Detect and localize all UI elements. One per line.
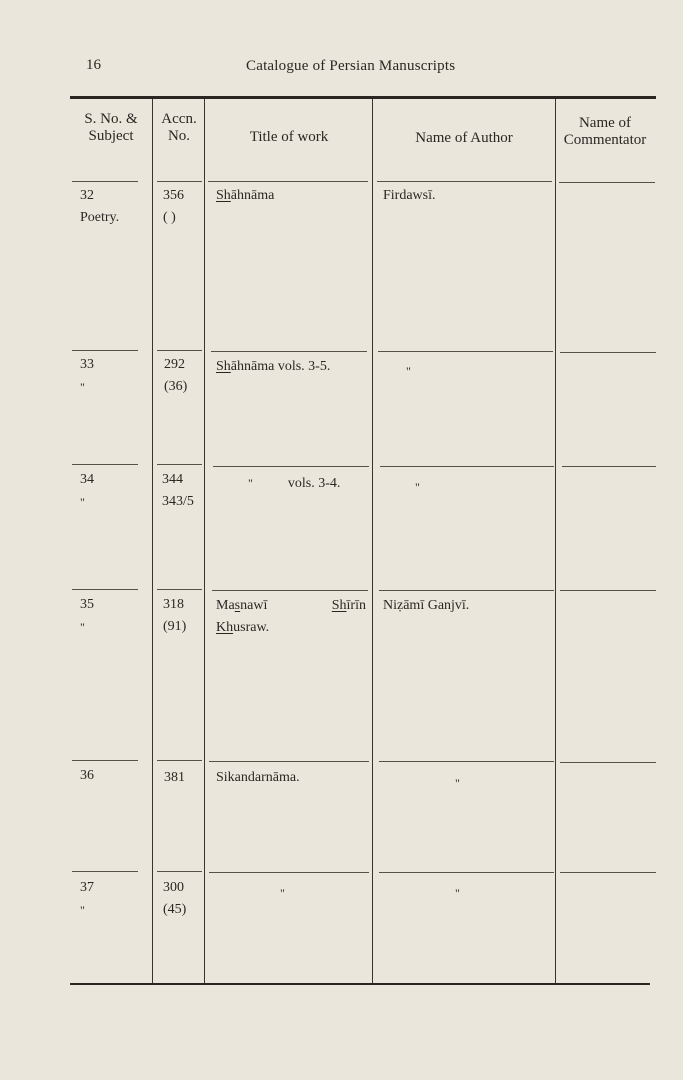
row-author: Firdawsī. <box>383 188 436 203</box>
header-comm-line2: Commentator <box>563 132 647 148</box>
column-divider <box>204 99 205 983</box>
title-rest: vols. 3-4. <box>287 476 341 491</box>
row-author-ditto: " <box>415 480 419 494</box>
header-sno-line2: Subject <box>88 128 134 144</box>
page-number: 16 <box>86 57 101 73</box>
header-name-of-author: Name of Author <box>415 130 513 146</box>
subject-ditto: " <box>80 620 84 634</box>
row-sno <box>80 185 119 229</box>
row-title <box>216 595 366 639</box>
accn-subvalue: ( ) <box>163 210 176 225</box>
row-title <box>248 472 340 495</box>
row-accn <box>163 877 186 921</box>
subject-ditto: " <box>80 903 84 917</box>
row-title: Sikandarnāma. <box>216 770 300 785</box>
column-divider <box>372 99 373 983</box>
title-line-2 <box>216 617 366 639</box>
column-divider <box>152 99 153 983</box>
subject-value: Poetry. <box>80 210 120 225</box>
row-accn <box>163 185 184 229</box>
row-sno <box>80 469 94 513</box>
row-sno <box>80 877 94 921</box>
row-accn <box>163 594 186 638</box>
accn-value: 344 <box>162 472 183 487</box>
table-top-rule <box>70 96 656 99</box>
row-title <box>216 356 330 378</box>
title-word-part: Sh <box>331 598 347 613</box>
row-title <box>216 185 274 207</box>
row-title-ditto: " <box>280 886 284 900</box>
row-author-ditto: " <box>455 776 459 790</box>
accn-value: 300 <box>163 880 184 895</box>
running-head: Catalogue of Persian Manuscripts <box>246 58 456 74</box>
row-author-ditto: " <box>455 886 459 900</box>
header-name-of-commentator <box>555 115 655 149</box>
header-accn-no <box>154 111 204 145</box>
table-bottom-rule <box>70 983 650 985</box>
header-comm-line1: Name of <box>578 115 632 131</box>
row-author-ditto: " <box>406 364 410 378</box>
sno-value: 32 <box>80 188 94 203</box>
accn-value: 381 <box>164 770 185 785</box>
row-sno <box>80 765 94 787</box>
title-word-part: usraw. <box>233 620 270 635</box>
title-line-1 <box>216 595 366 617</box>
sno-value: 35 <box>80 597 94 612</box>
subject-ditto: " <box>80 380 84 394</box>
accn-subvalue: (36) <box>164 379 188 394</box>
sno-value: 36 <box>80 768 94 783</box>
header-accn-line1: Accn. <box>161 111 197 127</box>
sno-value: 34 <box>80 472 94 487</box>
title-word-part: Ma <box>216 598 235 613</box>
row-accn <box>164 354 187 398</box>
accn-value: 318 <box>163 597 184 612</box>
title-rest: āhnāma vols. 3-5. <box>230 359 331 374</box>
accn-value: 292 <box>164 357 185 372</box>
title-prefix: Sh <box>216 359 231 374</box>
title-word-part: Kh <box>216 620 234 635</box>
header-sno-line1: S. No. & <box>84 111 138 127</box>
accn-value: 356 <box>163 188 184 203</box>
title-rest: āhnāma <box>230 188 275 203</box>
header-title-of-work: Title of work <box>249 129 329 145</box>
row-author: Niẓāmī Ganjvī. <box>383 598 470 613</box>
sno-value: 37 <box>80 880 94 895</box>
accn-subvalue: 343/5 <box>162 494 194 509</box>
subject-ditto: " <box>80 495 84 509</box>
row-sno <box>80 594 94 638</box>
title-prefix: Sh <box>216 188 231 203</box>
title-ditto: " <box>248 476 252 490</box>
row-accn <box>162 469 194 513</box>
sno-value: 33 <box>80 357 94 372</box>
title-word-part: īrīn <box>346 598 366 613</box>
accn-subvalue: (45) <box>163 902 187 917</box>
accn-subvalue: (91) <box>163 619 187 634</box>
column-divider <box>555 99 556 983</box>
title-word-part: nawī <box>240 598 268 613</box>
header-sno-subject <box>74 111 148 145</box>
row-sno <box>80 354 94 398</box>
title-word-part: s <box>234 598 241 613</box>
header-accn-line2: No. <box>167 128 191 144</box>
row-accn <box>164 767 185 789</box>
